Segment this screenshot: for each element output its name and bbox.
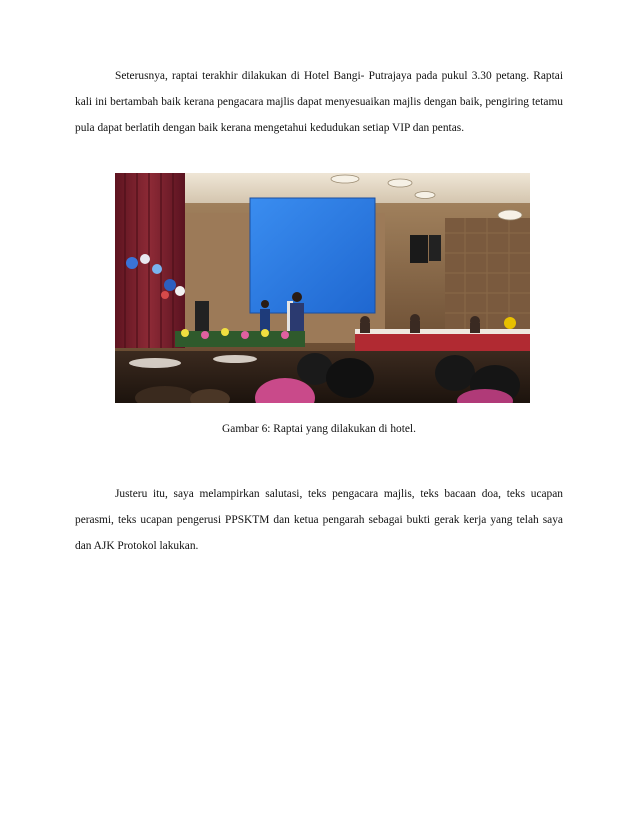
hotel-rehearsal-photo xyxy=(115,173,530,403)
paragraph-rehearsal-hotel: Seterusnya, raptai terakhir dilakukan di Hotel Bangi- Putrajaya pada pukul 3.30 petang. Raptai kali ini bertambah baik kerana pengacara majlis dapat menyesuaikan majlis dengan baik, pengiring tetamu pula dapat berlatih dengan baik kerana mengetahui kedudukan setiap VIP dan pentas. xyxy=(75,70,563,134)
figure-caption: Gambar 6: Raptai yang dilakukan di hotel. xyxy=(222,423,416,435)
paragraph-attachments: Justeru itu, saya melampirkan salutasi, teks pengacara majlis, teks bacaan doa, teks ucapan perasmi, teks ucapan pengerusi PPSKTM dan ketua pengarah sebagai bukti gerak kerja yang telah saya dan AJK Protokol lakukan. xyxy=(75,488,563,552)
